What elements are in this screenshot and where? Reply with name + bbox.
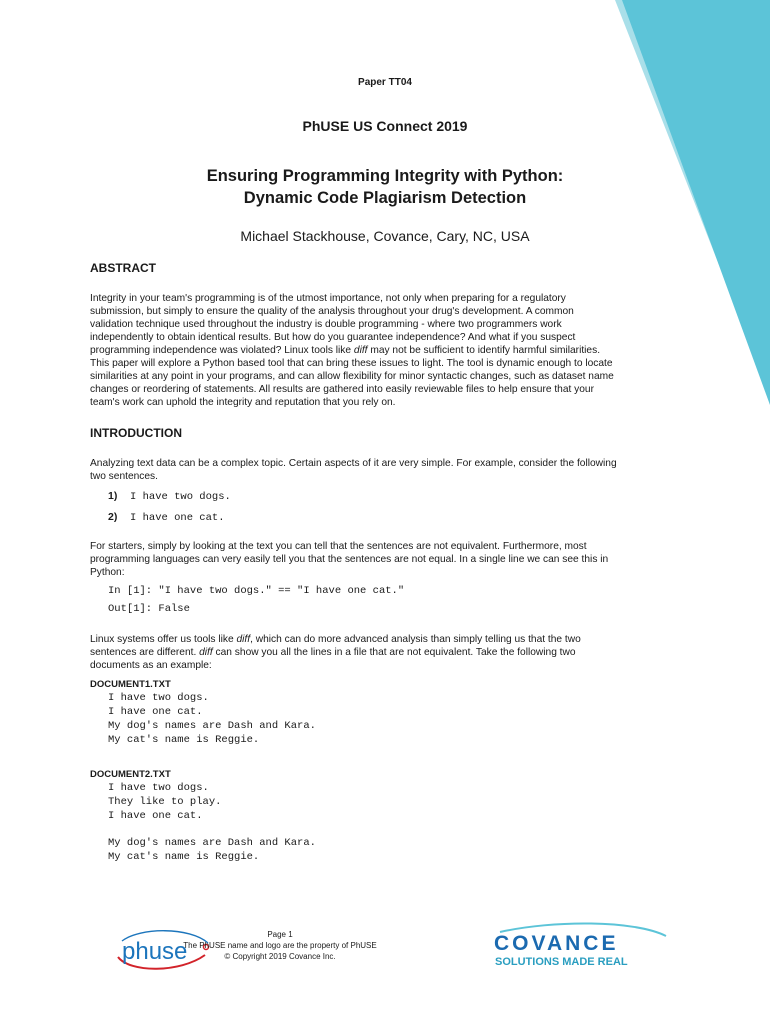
document1-heading: DOCUMENT1.TXT (90, 679, 171, 690)
doc2-line: My cat's name is Reggie. (108, 851, 260, 863)
abstract-text (90, 292, 685, 409)
abstract-line: submission, but simply to ensure the quality of the analysis throughout your drug's development. A common (90, 306, 574, 317)
intro-p1-line: two sentences. (90, 471, 158, 482)
abstract-heading: ABSTRACT (90, 261, 156, 275)
doc1-line: My dog's names are Dash and Kara. (108, 720, 316, 732)
phuse-wordmark: phuse (122, 938, 188, 965)
intro-p2-line: Python: (90, 567, 125, 578)
intro-p2-line: For starters, simply by looking at the text you can tell that the sentences are not equivalent. Furthermore, most (90, 541, 587, 552)
intro-paragraph-3 (90, 633, 685, 672)
list-code: I have two dogs. (130, 491, 231, 503)
doc2-line: My dog's names are Dash and Kara. (108, 837, 316, 849)
code-line: Out[1]: False (108, 603, 190, 615)
intro-p3-line: documents as an example: (90, 660, 212, 671)
list-number: 2) (108, 511, 118, 523)
abstract-line: Integrity in your team's programming is of the utmost importance, not only when preparing for a regulatory (90, 293, 566, 304)
author-line: Michael Stackhouse, Covance, Cary, NC, USA (240, 228, 530, 244)
abstract-line: changes or reordering of statements. All results are gathered into easily reviewable files to help ensure that your (90, 384, 594, 395)
doc1-line: I have two dogs. (108, 692, 209, 704)
document2-heading: DOCUMENT2.TXT (90, 769, 171, 780)
intro-paragraph-2 (90, 540, 685, 579)
title-line-2: Dynamic Code Plagiarism Detection (243, 189, 527, 207)
intro-paragraph-1 (90, 457, 685, 483)
abstract-line: similarities at any point in your programs, and can allow flexibility for minor syntactic changes, such as dataset name (90, 371, 614, 382)
page-number: Page 1 (267, 930, 293, 939)
doc2-line: I have two dogs. (108, 782, 209, 794)
conference-name: PhUSE US Connect 2019 (302, 118, 468, 134)
intro-p3-line: sentences are different. diff can show you all the lines in a file that are not equivalent. Take the following two (90, 647, 576, 658)
footer-trademark: The PhUSE name and logo are the property of PhUSE (183, 941, 377, 950)
paper-title (90, 165, 680, 209)
intro-p2-line: programming languages can very easily tell you that the sentences are not equal. In a single line we can see this in (90, 554, 609, 565)
list-number: 1) (108, 490, 118, 502)
list-item (108, 490, 231, 503)
covance-wordmark: COVANCE (494, 932, 619, 955)
list-item (108, 511, 225, 524)
doc2-line: They like to play. (108, 796, 222, 808)
abstract-line: independently to obtain identical results. But how do you guarantee independence? And what if you suspect (90, 332, 576, 343)
paper-id: Paper TT04 (358, 77, 412, 88)
intro-p1-line: Analyzing text data can be a complex topic. Certain aspects of it are very simple. For example, consider the following (90, 458, 617, 469)
list-code: I have one cat. (130, 512, 225, 524)
doc2-line: I have one cat. (108, 810, 203, 822)
intro-heading: INTRODUCTION (90, 426, 182, 440)
abstract-line: validation technique used throughout the industry is double programming - where two programmers work (90, 319, 562, 330)
abstract-line: This paper will explore a Python based tool that can bring these issues to light. The tool is dynamic enough to locate (90, 358, 613, 369)
title-line-1: Ensuring Programming Integrity with Python: (206, 167, 564, 185)
abstract-line: team's work can uphold the integrity and reputation that you rely on. (90, 397, 396, 408)
page-footer (180, 929, 380, 962)
code-line: In [1]: "I have two dogs." == "I have one cat." (108, 585, 405, 597)
intro-p3-line: Linux systems offer us tools like diff, which can do more advanced analysis than simply telling us that the two (90, 634, 581, 645)
doc1-line: I have one cat. (108, 706, 203, 718)
covance-logo (494, 922, 674, 977)
doc1-line: My cat's name is Reggie. (108, 734, 260, 746)
covance-tagline: SOLUTIONS MADE REAL (495, 956, 628, 968)
footer-copyright: © Copyright 2019 Covance Inc. (224, 952, 336, 961)
abstract-line: programming independence was violated? Linux tools like diff may not be sufficient to identify harmful similarities. (90, 345, 601, 356)
